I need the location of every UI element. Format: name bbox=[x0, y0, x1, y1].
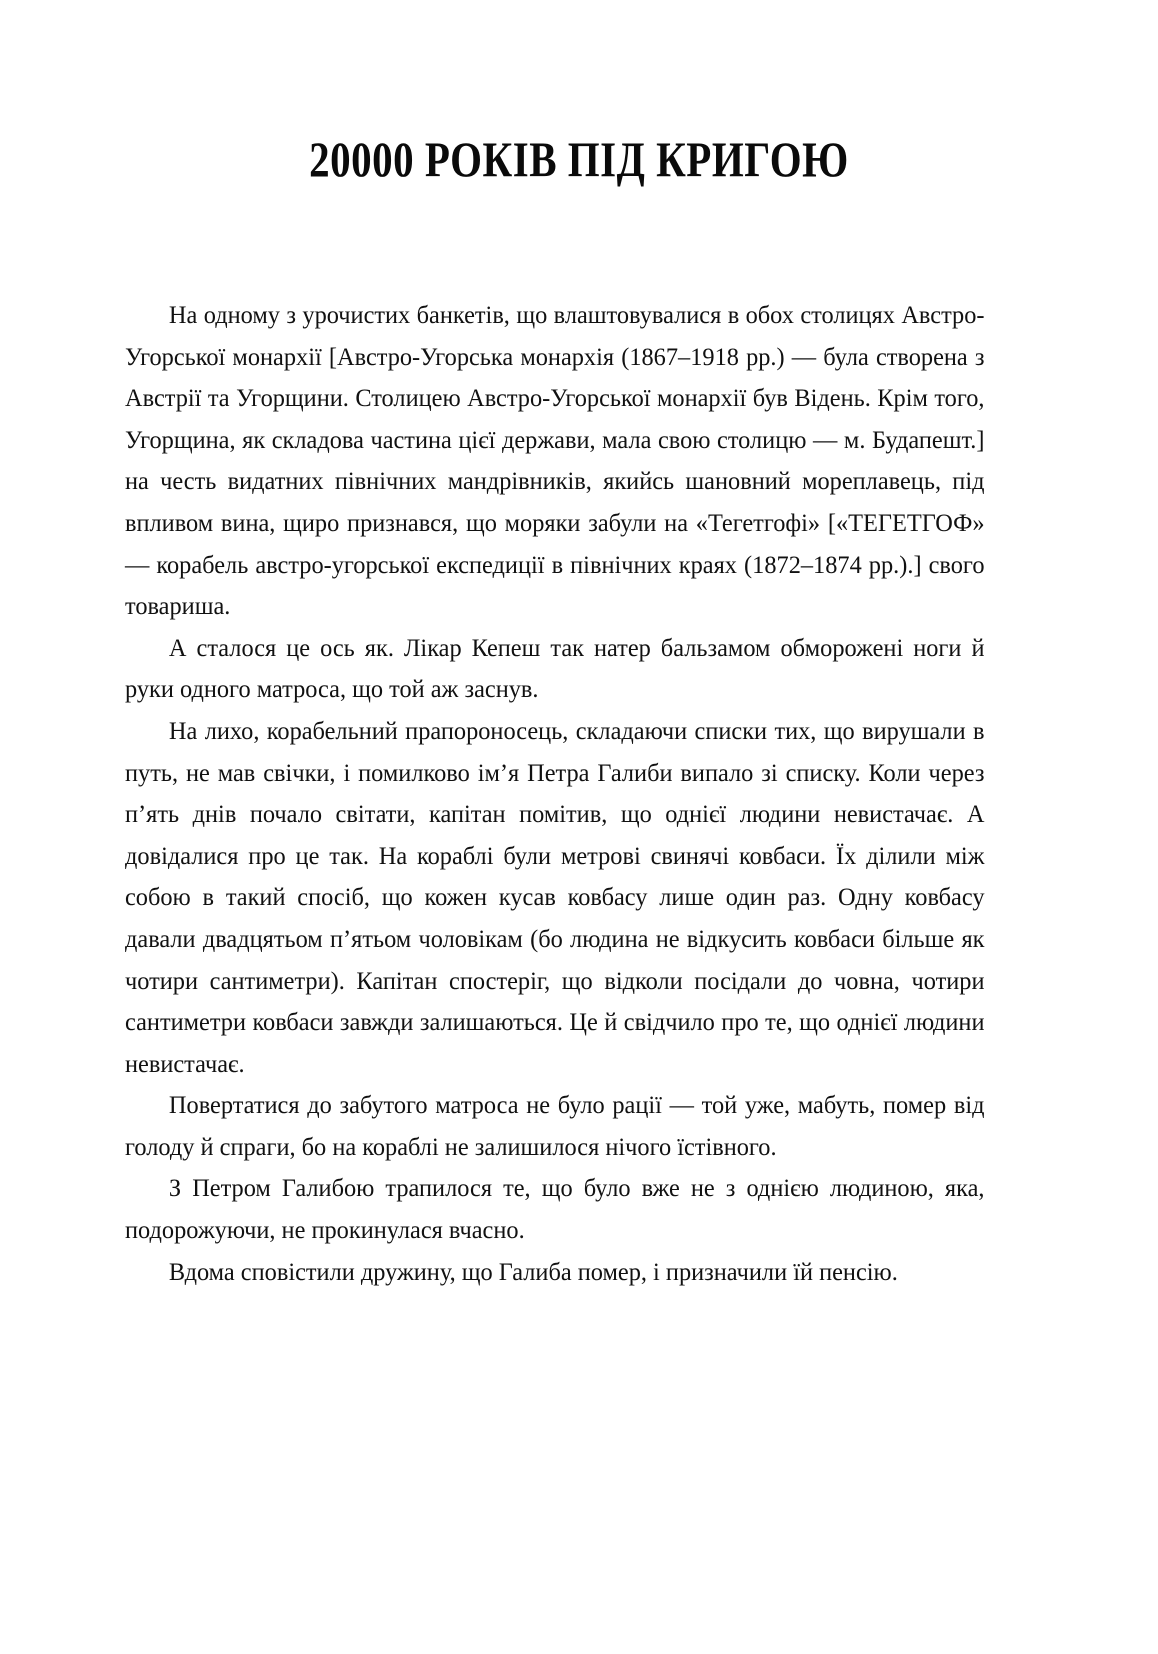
paragraph: З Петром Галибою трапилося те, що було вже не з однією людиною, яка, подорожуючи, не прокинулася вчасно. bbox=[125, 1173, 985, 1245]
paragraph: На одному з урочистих банкетів, що влаштовувалися в обох столицях Австро-Угорської монархії [Австро-Угорська монархія (1867–1918 рр.) — була створена з Австрії та Угорщини. Столицею Австро-Угорської монархії був Відень. Крім того, Угорщина, як складова частина цієї держави, мала свою столицю — м. Будапешт.] на честь видатних північних мандрівників, якийсь шановний мореплавець, під впливом вина, щиро признався, що моряки забули на «Тегетгофі» [«ТЕГЕТГОФ» — корабель австро-угорської експедиції в північних краях (1872–1874 рр.).] свого товариша. bbox=[125, 300, 985, 621]
paragraph: Вдома сповістили дружину, що Галиба помер, і призначили їй пенсію. bbox=[168, 1256, 898, 1286]
paragraph: А сталося це ось як. Лікар Кепеш так натер бальзамом обморожені ноги й руки одного матроса, що той аж заснув. bbox=[125, 632, 985, 704]
body-text-block bbox=[125, 294, 985, 1292]
page-title: 20000 РОКІВ ПІД КРИГОЮ bbox=[309, 130, 849, 187]
paragraph: На лихо, корабельний прапороносець, складаючи списки тих, що вирушали в путь, не мав свічки, і помилково ім’я Петра Галиби випало зі списку. Коли через п’ять днів почало світати, капітан помітив, що однієї людини невистачає. А довідалися про це так. На кораблі були метрові свинячі ковбаси. Їх ділили між собою в такий спосіб, що кожен кусав ковбасу лише один раз. Одну ковбасу давали двадцятьом п’ятьом чоловікам (бо людина не відкусить ковбаси більше як чотири сантиметри). Капітан спостеріг, що відколи посідали до човна, чотири сантиметри ковбаси завжди залишаються. Це й свідчило про те, що однієї людини невистачає. bbox=[125, 715, 985, 1078]
paragraph: Повертатися до забутого матроса не було рації — той уже, мабуть, помер від голоду й спраги, бо на кораблі не залишилося нічого їстівного. bbox=[125, 1090, 985, 1161]
